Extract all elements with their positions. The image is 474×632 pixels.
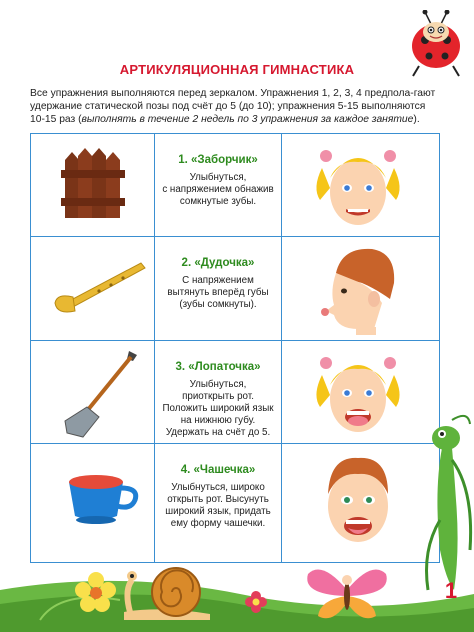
exercise-title: 1. «Заборчик» xyxy=(178,154,258,166)
exercise-row-1 xyxy=(31,134,439,237)
exercise-table xyxy=(30,133,440,563)
red-flower-icon xyxy=(244,590,268,614)
intro-tail: ). xyxy=(413,114,420,125)
exercise-text-cell xyxy=(155,237,282,340)
butterfly-icon xyxy=(302,560,392,626)
intro-main: Все упражнения выполняются перед зеркалом. Упражнения 1, 2, 3, 4 предпола-гают удержание статической позы под счёт до 5 (до 10); упражнения 5-15 выполняются 10-15 раз ( xyxy=(30,88,436,125)
cup-icon xyxy=(61,468,141,528)
page-number: 1 xyxy=(444,578,458,603)
exercise-text-cell xyxy=(155,444,282,562)
exercise-face-cell xyxy=(282,237,439,340)
exercise-face-cell xyxy=(282,134,439,236)
exercise-picture-cell xyxy=(31,237,155,340)
intro-note: выполнять в течение 2 недель по 3 упражнения за каждое занятие xyxy=(81,114,414,125)
exercise-row-3 xyxy=(31,341,439,444)
exercise-text-cell xyxy=(155,134,282,236)
boy-face-icon xyxy=(312,450,404,550)
intro-text xyxy=(30,87,440,126)
flower-icon xyxy=(74,570,118,614)
exercise-row-4 xyxy=(31,444,439,562)
exercise-description: С напряжением вытянуть вперёд губы (зубы сомкнуты). xyxy=(167,275,269,310)
exercise-picture-cell xyxy=(31,444,155,562)
snail-icon xyxy=(120,560,216,622)
exercise-description: Улыбнуться, приоткрыть рот. Положить широкий язык на нижнюю губу. Удержать на счёт до 5. xyxy=(162,379,274,438)
boy-profile-icon xyxy=(316,243,400,335)
exercise-row-2 xyxy=(31,237,439,341)
exercise-picture-cell xyxy=(31,134,155,236)
exercise-text-cell xyxy=(155,341,282,443)
exercise-title: 3. «Лопаточка» xyxy=(175,361,261,373)
girl-face-icon xyxy=(308,138,408,233)
girl-face-icon xyxy=(308,345,408,440)
exercise-description: Улыбнуться, широко открыть рот. Высунуть широкий язык, придать ему форму чашечки. xyxy=(165,482,271,529)
fence-icon xyxy=(61,146,125,222)
exercise-description: Улыбнуться, с напряжением обнажив сомкнутые зубы. xyxy=(162,172,274,207)
exercise-picture-cell xyxy=(31,341,155,443)
exercise-title: 4. «Чашечка» xyxy=(180,464,256,476)
shovel-icon xyxy=(61,349,137,439)
exercise-title: 2. «Дудочка» xyxy=(181,257,255,269)
grass-decoration xyxy=(0,560,474,632)
pipe-icon xyxy=(53,259,149,319)
page-title: АРТИКУЛЯЦИОННАЯ ГИМНАСТИКА xyxy=(119,62,355,77)
